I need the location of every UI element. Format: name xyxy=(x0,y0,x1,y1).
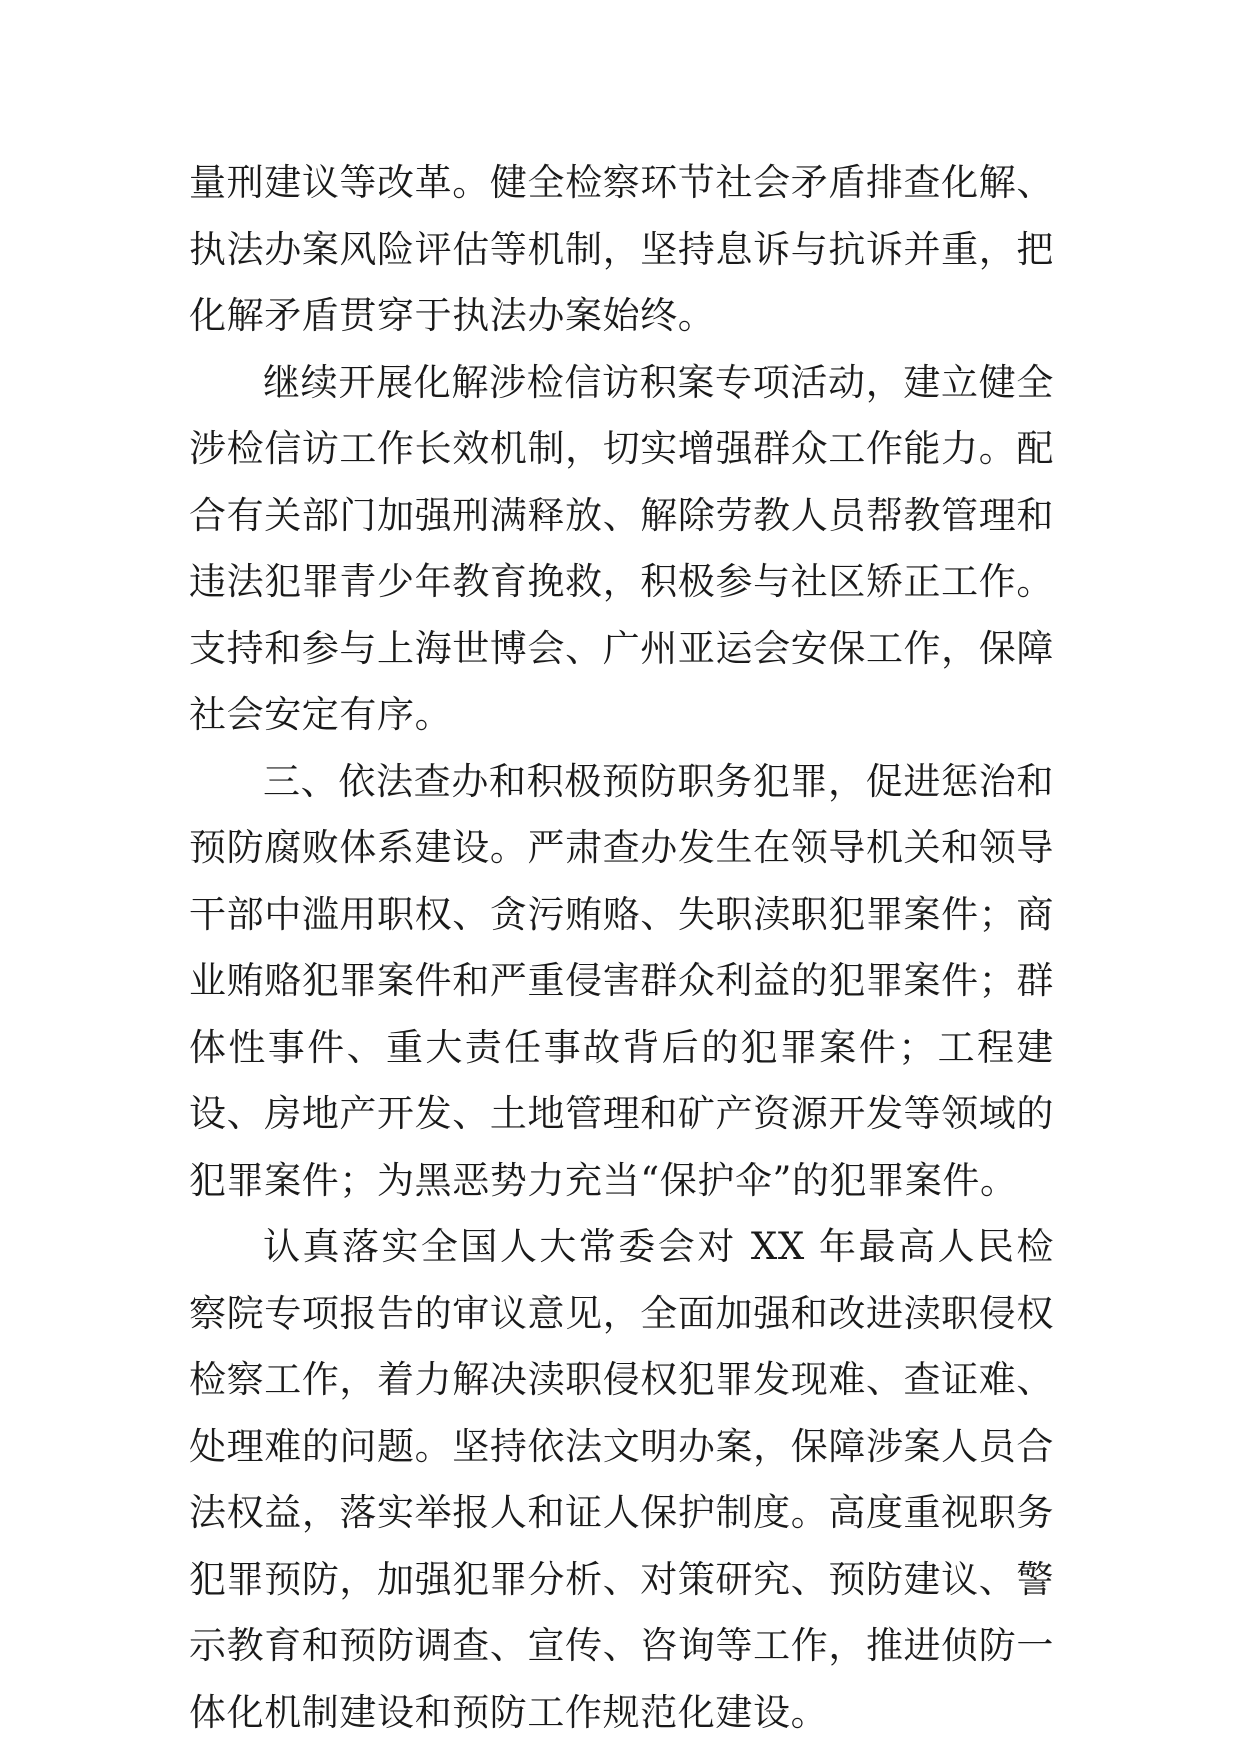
paragraph-section-three: 三、依法查办和积极预防职务犯罪，促进惩治和预防腐败体系建设。严肃查办发生在领导机关和领导干部中滥用职权、贪污贿赂、失职渎职犯罪案件；商业贿赂犯罪案件和严重侵害群众利益的犯罪案件；群体性事件、重大责任事故背后的犯罪案件；工程建设、房地产开发、土地管理和矿产资源开发等领域的犯罪案件；为黑恶势力充当“保护伞”的犯罪案件。 xyxy=(189,759,1054,1202)
paragraph-petition-work: 继续开展化解涉检信访积案专项活动，建立健全涉检信访工作长效机制，切实增强群众工作能力。配合有关部门加强刑满释放、解除劳教人员帮教管理和违法犯罪青少年教育挽救，积极参与社区矫正工作。支持和参与上海世博会、广州亚运会安保工作，保障社会安定有序。 xyxy=(189,360,1054,736)
document-body xyxy=(189,150,1054,1746)
paragraph-continuation: 量刑建议等改革。健全检察环节社会矛盾排查化解、执法办案风险评估等机制，坚持息诉与抗诉并重，把化解矛盾贯穿于执法办案始终。 xyxy=(189,161,1054,337)
paragraph-dereliction-work: 认真落实全国人大常委会对 XX 年最高人民检察院专项报告的审议意见，全面加强和改进渎职侵权检察工作，着力解决渎职侵权犯罪发现难、查证难、处理难的问题。坚持依法文明办案，保障涉案人员合法权益，落实举报人和证人保护制度。高度重视职务犯罪预防，加强犯罪分析、对策研究、预防建议、警示教育和预防调查、宣传、咨询等工作，推进侦防一体化机制建设和预防工作规范化建设。 xyxy=(189,1225,1054,1734)
